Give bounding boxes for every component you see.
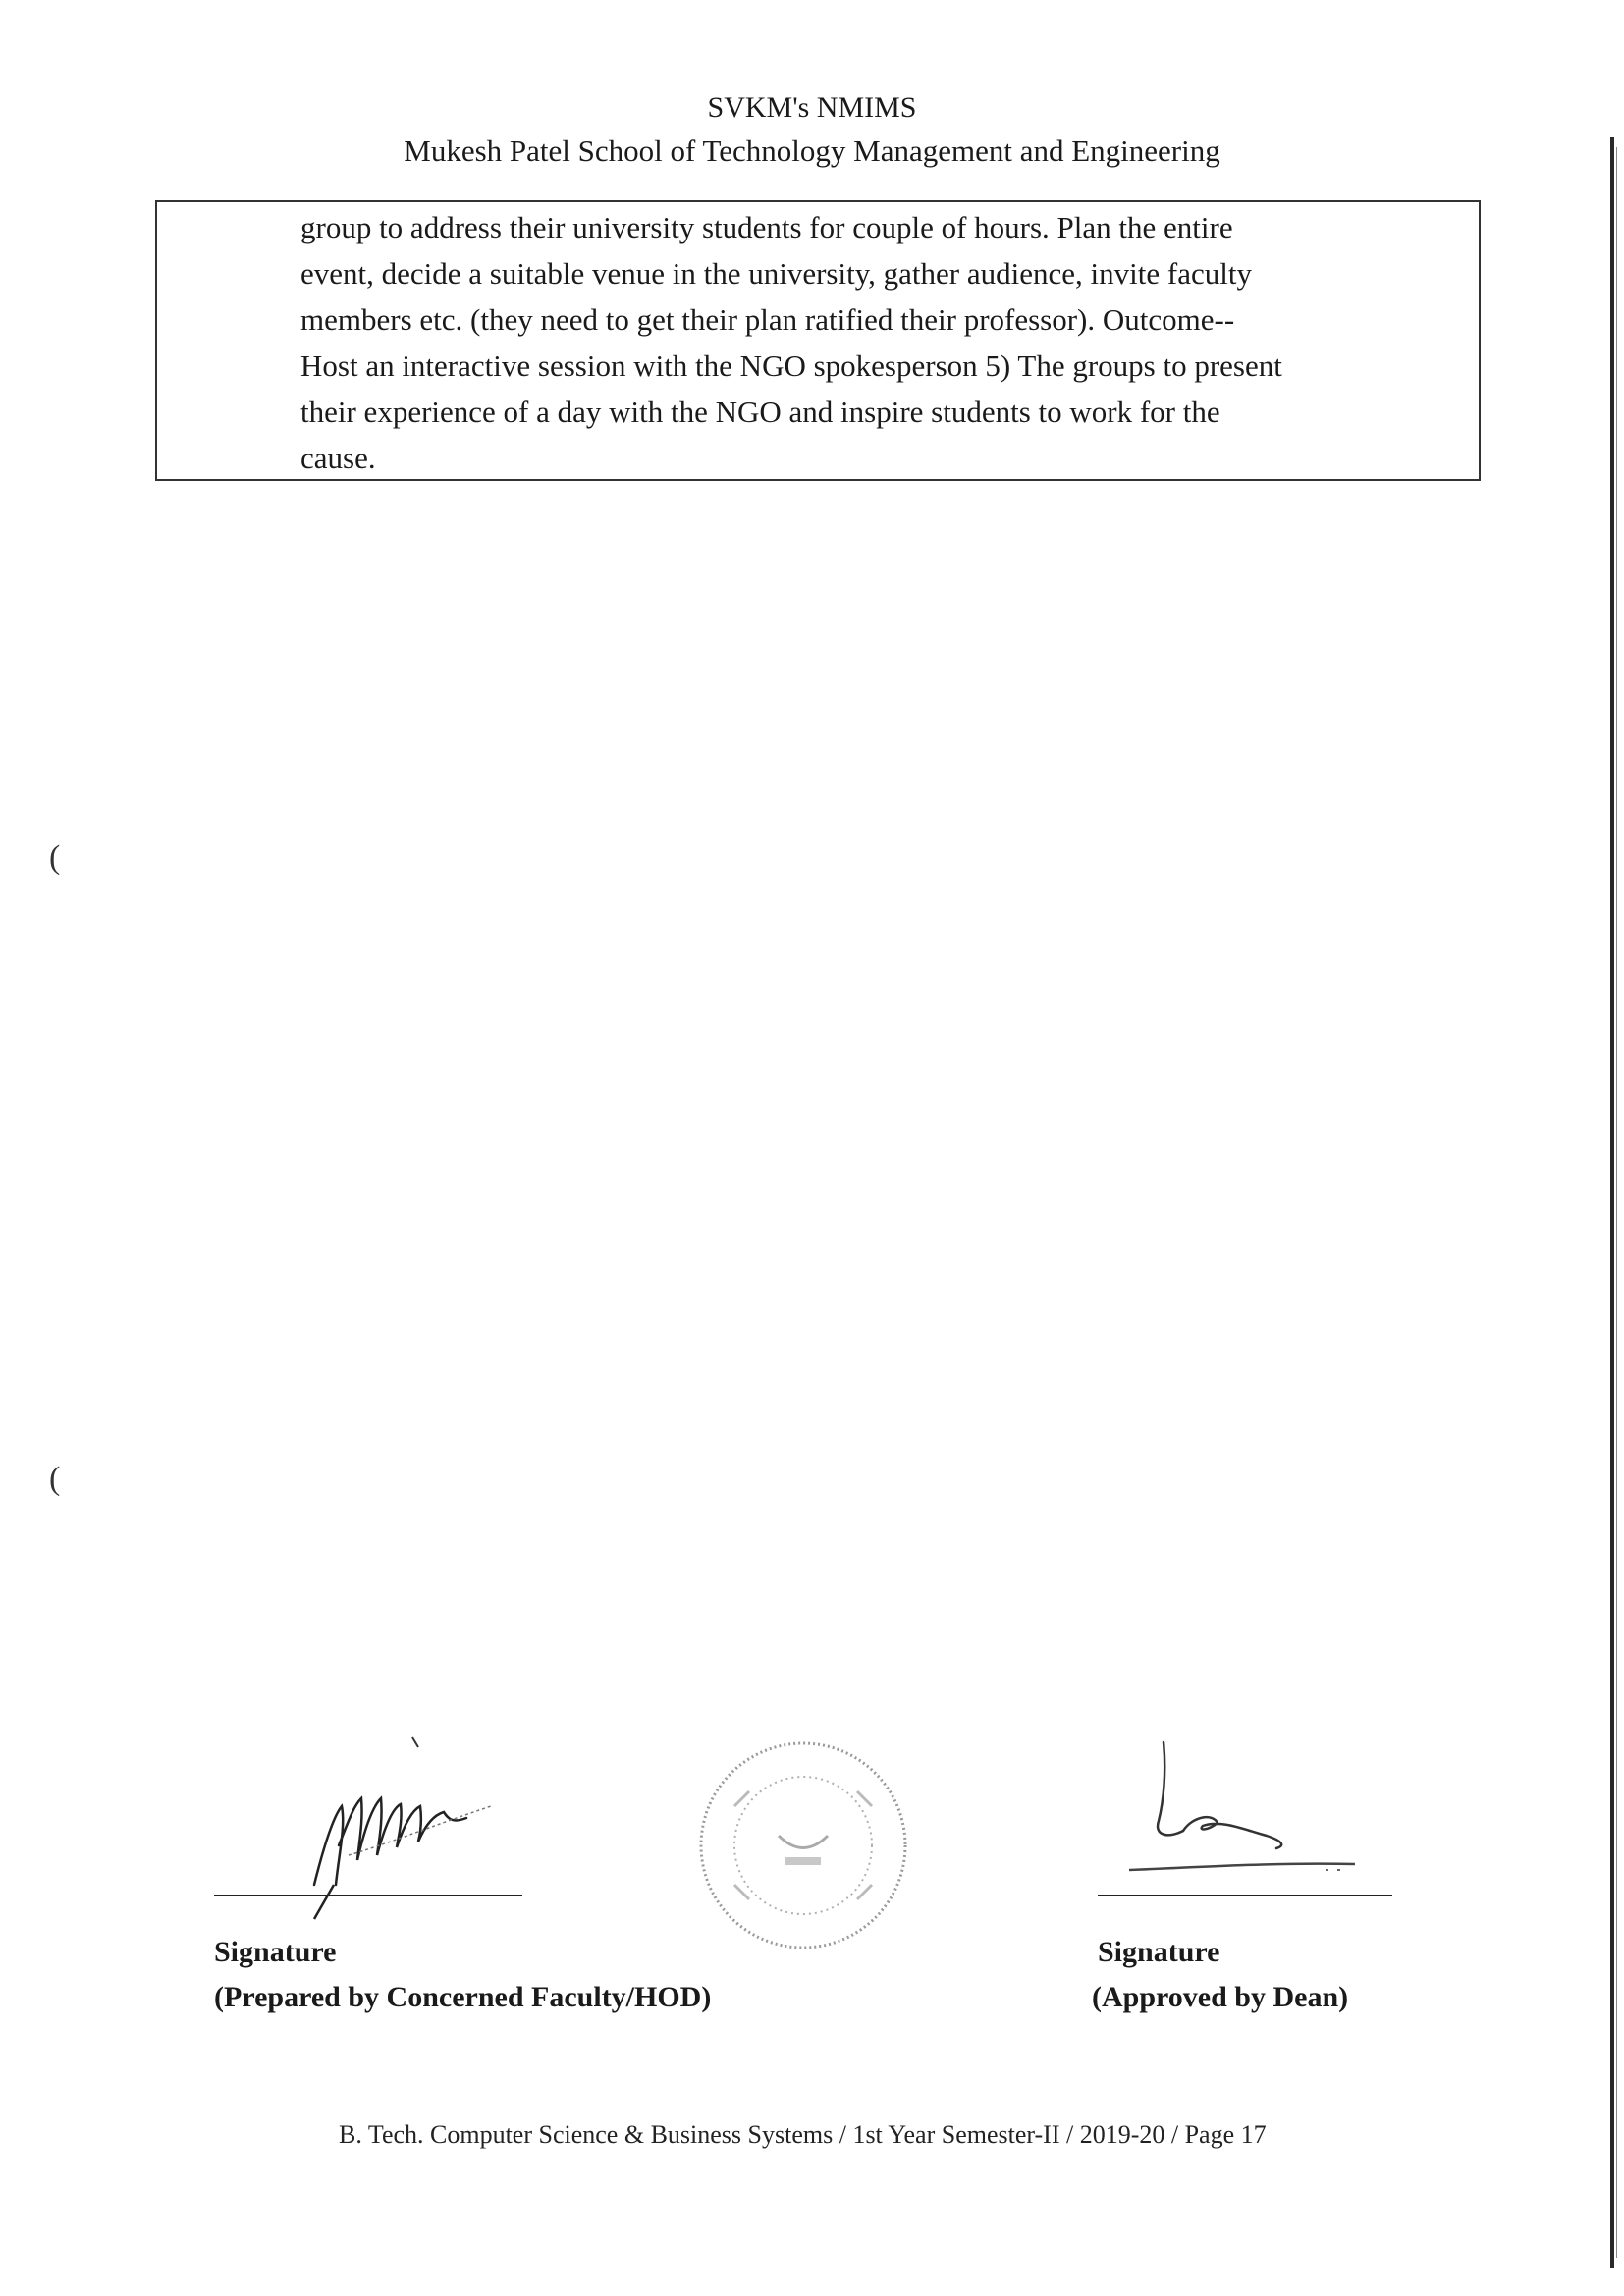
content-box	[155, 200, 1481, 481]
signature-role-right: (Approved by Dean)	[1092, 1981, 1349, 2013]
signature-label-left: Signature	[214, 1936, 337, 1968]
signature-line-left	[214, 1895, 522, 1896]
margin-mark: (	[49, 1461, 61, 1497]
margin-mark: (	[49, 839, 61, 876]
page-footer: B. Tech. Computer Science & Business Systems / 1st Year Semester-II / 2019-20 / Page 17	[339, 2120, 1267, 2149]
signature-role-left: (Prepared by Concerned Faculty/HOD)	[214, 1981, 712, 2013]
signature-block-left	[214, 1930, 711, 2020]
signature-block-right	[1092, 1930, 1348, 2020]
institution-name: SVKM's NMIMS	[707, 91, 917, 124]
page-header	[0, 86, 1624, 173]
content-line: their experience of a day with the NGO and inspire students to work for the	[300, 395, 1220, 429]
scan-edge-rule-thin	[1616, 147, 1617, 2258]
content-line: event, decide a suitable venue in the university, gather audience, invite faculty	[300, 256, 1252, 291]
official-seal	[695, 1737, 911, 1953]
content-line: group to address their university students for couple of hours. Plan the entire	[300, 210, 1233, 244]
signature-line-right	[1098, 1895, 1392, 1896]
content-line: members etc. (they need to get their plan ratified their professor). Outcome--	[300, 302, 1235, 337]
content-line: Host an interactive session with the NGO spokesperson 5) The groups to present	[300, 348, 1282, 383]
content-line: cause.	[300, 441, 376, 475]
content-text	[300, 204, 1469, 481]
signature-label-right: Signature	[1098, 1936, 1220, 1968]
dean-signature	[1110, 1733, 1365, 1890]
scan-edge-rule	[1610, 137, 1614, 2268]
school-name: Mukesh Patel School of Technology Management and Engineering	[404, 133, 1220, 168]
